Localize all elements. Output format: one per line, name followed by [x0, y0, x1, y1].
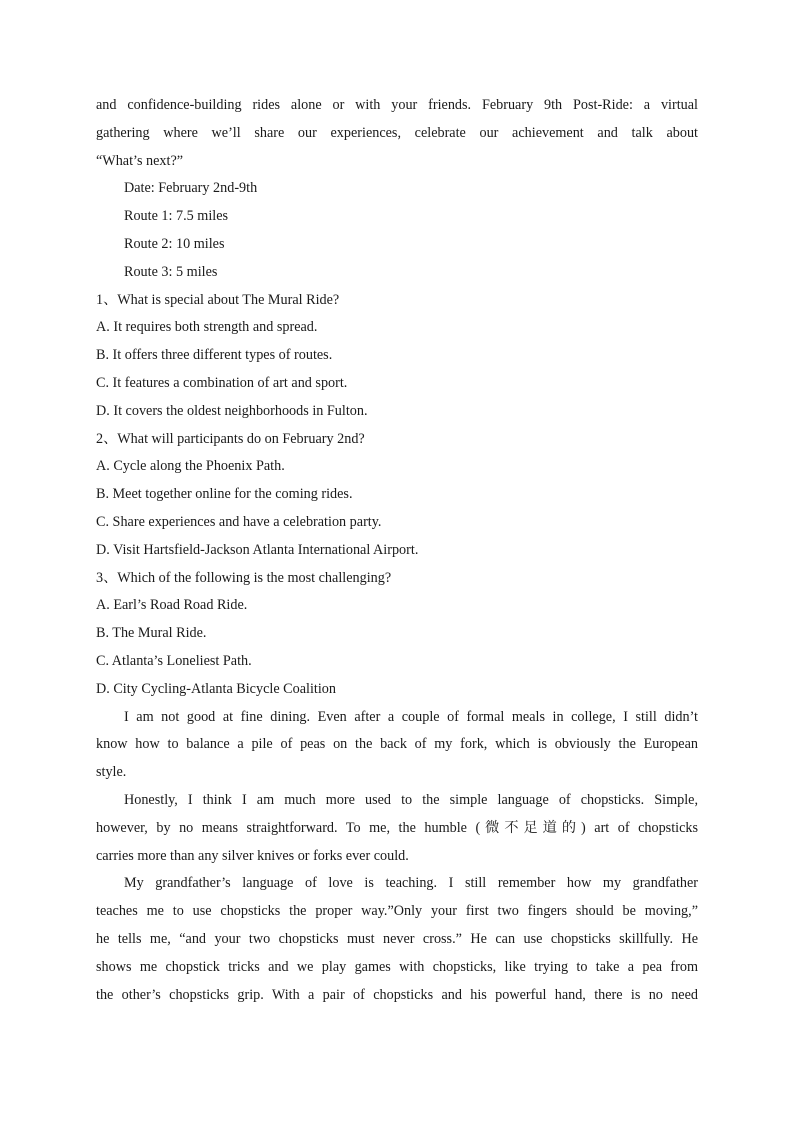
question-3-option-c: C. Atlanta’s Loneliest Path.: [96, 652, 252, 669]
question-1-option-a: A. It requires both strength and spread.: [96, 319, 318, 336]
passage-line: “What’s next?”: [96, 152, 184, 169]
passage-line: style.: [96, 764, 127, 781]
question-3-option-b: B. The Mural Ride.: [96, 625, 207, 642]
passage-line: he tells me, “and your two chopsticks must never cross.” He can use chopsticks skillfully. He: [96, 930, 698, 947]
passage-line: Honestly, I think I am much more used to the simple language of chopsticks. Simple,: [124, 791, 698, 808]
event-date: Date: February 2nd-9th: [124, 180, 258, 197]
question-3-option-d: D. City Cycling-Atlanta Bicycle Coalition: [96, 680, 336, 697]
passage-line: teaches me to use chopsticks the proper way.”Only your first two fingers should be moving,”: [96, 903, 698, 920]
passage-line: the other’s chopsticks grip. With a pair of chopsticks and his powerful hand, there is no need: [96, 986, 698, 1003]
route-2: Route 2: 10 miles: [124, 235, 225, 252]
question-1: 1、What is special about The Mural Ride?: [96, 291, 340, 308]
question-2-option-d: D. Visit Hartsfield-Jackson Atlanta International Airport.: [96, 541, 419, 558]
question-1-option-d: D. It covers the oldest neighborhoods in Fulton.: [96, 402, 368, 419]
route-1: Route 1: 7.5 miles: [124, 208, 229, 225]
passage-line: gathering where we’ll share our experiences, celebrate our achievement and talk about: [96, 124, 698, 141]
question-1-option-c: C. It features a combination of art and sport.: [96, 374, 348, 391]
route-3: Route 3: 5 miles: [124, 263, 218, 280]
passage-line: shows me chopstick tricks and we play games with chopsticks, like trying to take a pea from: [96, 958, 698, 975]
question-2-option-b: B. Meet together online for the coming rides.: [96, 486, 353, 503]
passage-line: know how to balance a pile of peas on the back of my fork, which is obviously the European: [96, 736, 698, 753]
document-page: [96, 92, 698, 1009]
passage-line: however, by no means straightforward. To me, the humble (微不足道的) art of chopsticks: [96, 819, 698, 836]
question-3: 3、Which of the following is the most challenging?: [96, 569, 392, 586]
question-2: 2、What will participants do on February 2nd?: [96, 430, 365, 447]
passage-line: and confidence-building rides alone or with your friends. February 9th Post-Ride: a virtual: [96, 97, 698, 113]
question-2-option-a: A. Cycle along the Phoenix Path.: [96, 458, 285, 475]
passage-line: carries more than any silver knives or forks ever could.: [96, 847, 409, 864]
question-2-option-c: C. Share experiences and have a celebration party.: [96, 513, 382, 530]
question-3-option-a: A. Earl’s Road Road Ride.: [96, 597, 248, 614]
question-1-option-b: B. It offers three different types of routes.: [96, 347, 333, 364]
passage-line: I am not good at fine dining. Even after a couple of formal meals in college, I still didn’t: [124, 708, 698, 725]
passage-line: My grandfather’s language of love is teaching. I still remember how my grandfather: [124, 875, 698, 892]
